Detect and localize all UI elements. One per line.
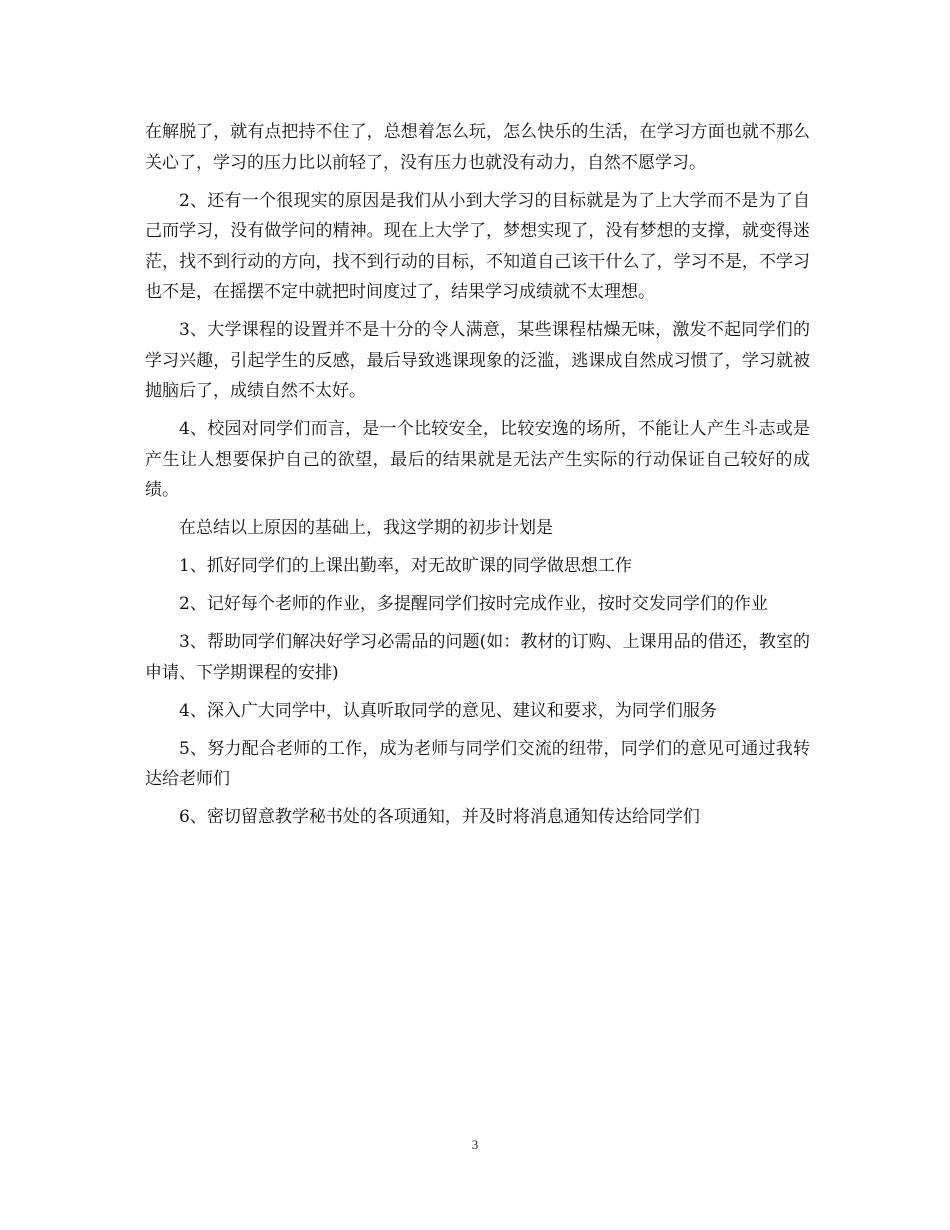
- document-body: [145, 117, 810, 840]
- paragraph: 4、校园对同学们而言，是一个比较安全，比较安逸的场所，不能让人产生斗志或是产生让人想要保护自己的欲望，最后的结果就是无法产生实际的行动保证自己较好的成绩。: [145, 419, 810, 500]
- list-item: 4、深入广大同学中，认真听取同学的意见、建议和要求，为同学们服务: [179, 700, 717, 721]
- list-item: 3、帮助同学们解决好学习必需品的问题(如：教材的订购、上课用品的借还，教室的申请、下学期课程的安排): [145, 632, 810, 683]
- paragraph: 在总结以上原因的基础上，我这学期的初步计划是: [179, 518, 553, 538]
- paragraph: 在解脱了，就有点把持不住了，总想着怎么玩，怎么快乐的生活，在学习方面也就不那么关心了，学习的压力比以前轻了，没有压力也就没有动力，自然不愿学习。: [145, 122, 810, 173]
- paragraph: 2、还有一个很现实的原因是我们从小到大学习的目标就是为了上大学而不是为了自己而学习，没有做学问的精神。现在上大学了，梦想实现了，没有梦想的支撑，就变得迷茫，找不到行动的方向，找不到行动的目标，不知道自己该干什么了，学习不是，不学习也不是，在摇摆不定中就把时间度过了，结果学习成绩就不太理想。: [145, 190, 810, 302]
- list-item: 2、记好每个老师的作业，多提醒同学们按时完成作业，按时交发同学们的作业: [179, 594, 768, 614]
- paragraph: 3、大学课程的设置并不是十分的令人满意，某些课程枯燥无味，激发不起同学们的学习兴趣，引起学生的反感，最后导致逃课现象的泛滥，逃课成自然成习惯了，学习就被抛脑后了，成绩自然不太好。: [145, 320, 810, 401]
- page-number: 3: [471, 1137, 479, 1152]
- list-item: 1、抓好同学们的上课出勤率，对无故旷课的同学做思想工作: [179, 556, 632, 576]
- list-item: 5、努力配合老师的工作，成为老师与同学们交流的纽带，同学们的意见可通过我转达给老师们: [145, 738, 810, 789]
- list-item: 6、密切留意教学秘书处的各项通知，并及时将消息通知传达给同学们: [179, 807, 700, 827]
